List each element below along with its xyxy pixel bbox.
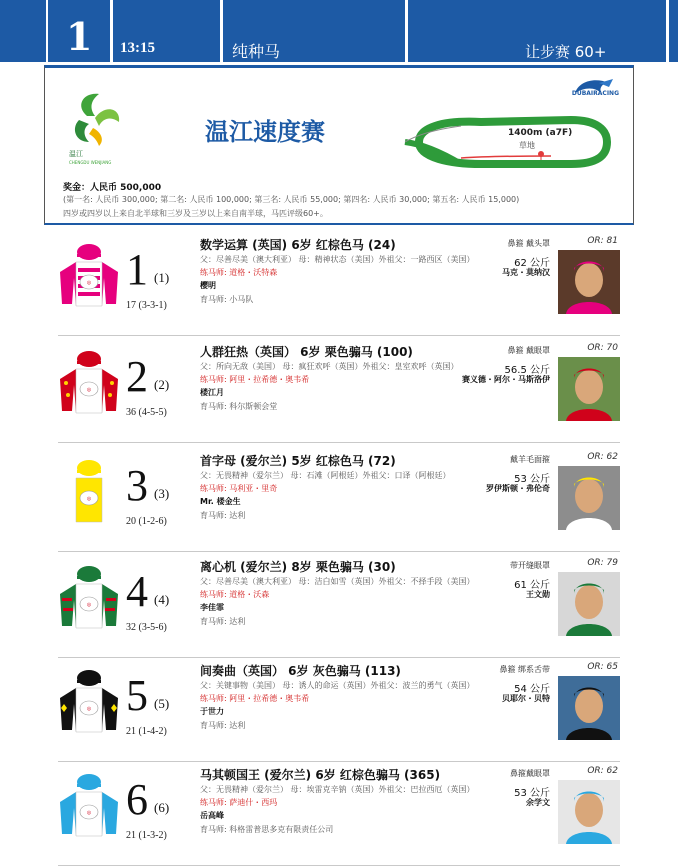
- carried-weight: 53 公斤: [514, 474, 550, 485]
- saddle-number: 1: [126, 245, 148, 294]
- official-rating: OR: 62: [587, 766, 618, 776]
- race-time: 13:15: [120, 40, 155, 56]
- race-name: 温江速度赛: [205, 118, 325, 146]
- horse-name: 马其顿国王 (爱尔兰) 6岁 红棕色骟马 (365): [200, 768, 441, 782]
- barrier-draw: (5): [154, 696, 170, 711]
- prize-split: (第一名: 人民币 300,000; 第二名: 人民币 100,000; 第三名: 人民币 55,000; 第四名: 人民币 30,000; 第五名: 人民币 15,000): [63, 195, 520, 204]
- trainer: 练马师: 阿里・拉希德・奥韦希: [200, 375, 310, 384]
- svg-text:◎: ◎: [86, 602, 92, 608]
- track-surface: 草地: [519, 141, 535, 150]
- sponsor-label: DUBAIRACING: [571, 90, 619, 97]
- trainer: 练马师: 马利亚・里奇: [200, 484, 278, 493]
- race-class: 纯种马: [232, 42, 281, 61]
- saddle-number: 2: [126, 352, 148, 401]
- row-divider: [58, 657, 620, 658]
- trainer: 练马师: 阿里・拉希德・奥韦希: [200, 694, 310, 703]
- jockey-portrait-icon: [558, 572, 620, 636]
- row-divider: [58, 335, 620, 336]
- career-form: 20 (1-2-6): [126, 516, 167, 527]
- wenjiang-logo-icon: [65, 86, 125, 166]
- horse-name: 数学运算 (英国) 6岁 红棕色马 (24): [200, 238, 396, 252]
- pedigree: 父：无畏精神（爱尔兰） 母：埃雷克辛钠（英国）外祖父：巴拉西厄（英国）: [200, 785, 475, 794]
- row-divider: [58, 442, 620, 443]
- horse-name: 间奏曲（英国） 6岁 灰色骟马 (113): [200, 664, 401, 678]
- official-rating: OR: 79: [587, 558, 618, 568]
- jockey-photo: [558, 466, 620, 530]
- runner-row: [58, 766, 620, 866]
- saddle-number: 4: [126, 567, 148, 616]
- breeder: 育马师: 达利: [200, 617, 246, 626]
- jockey-name: 贝耶尔・贝特: [502, 694, 550, 703]
- race-conditions: 四岁或四岁以上来自北半球和三岁及三岁以上来自南半球，马匹评级60+。: [63, 209, 328, 218]
- svg-text:◎: ◎: [86, 496, 92, 502]
- barrier-draw: (1): [154, 270, 170, 285]
- pedigree: 父：尽善尽美（澳大利亚） 母：洁白如雪（英国）外祖父：不择手段（美国）: [200, 577, 475, 586]
- dubai-racing-logo-icon: [569, 72, 619, 102]
- pedigree: 父：关键事物（美国） 母：诱人的命运（英国）外祖父：波兰的勇气（英国）: [200, 681, 475, 690]
- carried-weight: 61 公斤: [514, 580, 550, 591]
- jockey-portrait-icon: [558, 780, 620, 844]
- pedigree: 父：尽善尽美（澳大利亚） 母：精神状态（美国）外祖父：一路西区（美国）: [200, 255, 475, 264]
- jockey-name: 余学文: [526, 798, 550, 807]
- jockey-photo: [558, 780, 620, 844]
- career-form: 21 (1-3-2): [126, 830, 167, 841]
- horse-name: 离心机 (爱尔兰) 8岁 栗色骟马 (30): [200, 560, 396, 574]
- official-rating: OR: 65: [587, 662, 618, 672]
- barrier-draw: (4): [154, 592, 170, 607]
- jockey-photo: [558, 572, 620, 636]
- trainer: 练马师: 道格・沃特森: [200, 268, 278, 277]
- jockey-silk-icon: [58, 772, 120, 838]
- row-divider: [58, 761, 620, 762]
- svg-text:◎: ◎: [86, 280, 92, 286]
- official-rating: OR: 70: [587, 343, 618, 353]
- carried-weight: 54 公斤: [514, 684, 550, 695]
- row-divider: [58, 551, 620, 552]
- race-info-box: [44, 65, 634, 225]
- owner: 于世力: [200, 707, 224, 716]
- jockey-silk-icon: [58, 668, 120, 734]
- race-header: [0, 0, 678, 62]
- svg-text:◎: ◎: [86, 810, 92, 816]
- carried-weight: 53 公斤: [514, 788, 550, 799]
- breeder: 育马师: 达利: [200, 721, 246, 730]
- career-form: 17 (3-3-1): [126, 300, 167, 311]
- breeder: 育马师: 科格雷普思多克有限责任公司: [200, 825, 334, 834]
- jockey-name: 王文勋: [526, 590, 550, 599]
- track-distance: 1400m (a7F): [508, 128, 573, 138]
- jockey-silk-icon: [58, 564, 120, 630]
- jockey-portrait-icon: [558, 250, 620, 314]
- svg-text:CHENGDU WENJIANG: CHENGDU WENJIANG: [69, 160, 112, 165]
- breeder: 育马师: 科尔斯顿会堂: [200, 402, 278, 411]
- track-diagram: [401, 106, 621, 178]
- owner: 樱明: [200, 281, 216, 290]
- jockey-name: 赛义德・阿尔・马斯洛伊: [462, 375, 550, 384]
- career-form: 32 (3-5-6): [126, 622, 167, 633]
- svg-text:◎: ◎: [86, 387, 92, 393]
- horse-name: 人群狂热（英国） 6岁 栗色骟马 (100): [200, 345, 413, 359]
- owner: 岳高峰: [200, 811, 224, 820]
- runner-row: [58, 343, 620, 443]
- gear: 鼻箍 戴头罩: [507, 239, 550, 248]
- jockey-silk-icon: [58, 349, 120, 415]
- svg-text:◎: ◎: [86, 706, 92, 712]
- jockey-silk-icon: [58, 242, 120, 308]
- owner: 楼江月: [200, 388, 224, 397]
- gear: 戴羊毛面箍: [510, 455, 550, 464]
- gear: 带开缝眼罩: [510, 561, 550, 570]
- jockey-photo: [558, 676, 620, 740]
- runner-row: [58, 236, 620, 336]
- barrier-draw: (6): [154, 800, 170, 815]
- barrier-draw: (2): [154, 377, 170, 392]
- official-rating: OR: 62: [587, 452, 618, 462]
- jockey-name: 马克・莫纳汉: [502, 268, 550, 277]
- pedigree: 父：无畏精神（爱尔兰） 母：石滩（阿根廷）外祖父：口译（阿根廷）: [200, 471, 451, 480]
- runner-row: [58, 662, 620, 762]
- carried-weight: 56.5 公斤: [504, 365, 550, 376]
- jockey-name: 罗伊斯顿・弗伦奇: [486, 484, 550, 493]
- race-number: 1: [66, 14, 93, 59]
- horse-name: 首字母 (爱尔兰) 5岁 红棕色马 (72): [200, 454, 396, 468]
- prize-total: 奖金：人民币 500,000: [63, 183, 162, 193]
- race-type: 让步赛 60+: [525, 43, 607, 61]
- header-band: [669, 0, 678, 62]
- gear: 鼻箍 绑系舌带: [499, 665, 550, 674]
- jockey-photo: [558, 357, 620, 421]
- jockey-portrait-icon: [558, 357, 620, 421]
- saddle-number: 3: [126, 461, 148, 510]
- pedigree: 父：所向无敌（美国） 母：疯狂欢呼（英国）外祖父：皇室欢呼（英国）: [200, 362, 459, 371]
- trainer: 练马师: 道格・沃森: [200, 590, 270, 599]
- barrier-draw: (3): [154, 486, 170, 501]
- career-form: 36 (4-5-5): [126, 407, 167, 418]
- header-band: [0, 0, 46, 62]
- breeder: 育马师: 小马队: [200, 295, 254, 304]
- jockey-photo: [558, 250, 620, 314]
- official-rating: OR: 81: [587, 236, 618, 246]
- runner-row: [58, 452, 620, 552]
- saddle-number: 6: [126, 775, 148, 824]
- saddle-number: 5: [126, 671, 148, 720]
- career-form: 21 (1-4-2): [126, 726, 167, 737]
- gear: 鼻箍戴眼罩: [510, 769, 550, 778]
- gear: 鼻箍 戴眼罩: [507, 346, 550, 355]
- runner-row: [58, 558, 620, 658]
- trainer: 练马师: 萨迪什・西玛: [200, 798, 278, 807]
- jockey-portrait-icon: [558, 676, 620, 740]
- owner: Mr. 楼金生: [200, 497, 241, 506]
- jockey-portrait-icon: [558, 466, 620, 530]
- owner: 李佳霏: [200, 603, 224, 612]
- carried-weight: 62 公斤: [514, 258, 550, 269]
- svg-text:温江: 温江: [69, 150, 83, 158]
- jockey-silk-icon: [58, 458, 120, 524]
- breeder: 育马师: 达利: [200, 511, 246, 520]
